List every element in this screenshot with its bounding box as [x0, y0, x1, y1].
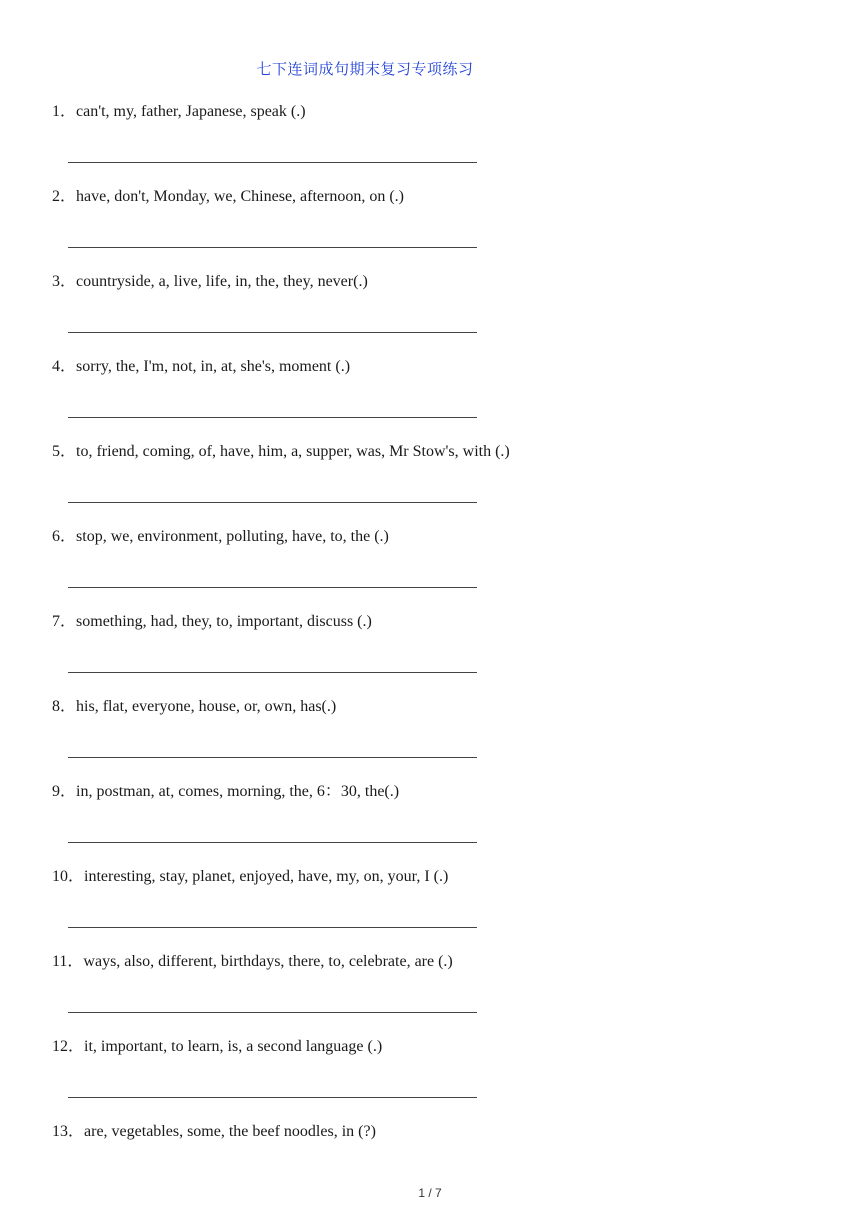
- question-number: 1．: [52, 103, 77, 120]
- question-number: 8．: [52, 698, 77, 715]
- answer-line: [68, 247, 477, 248]
- question-number: 7．: [52, 613, 77, 630]
- question-number: 9．: [52, 783, 77, 800]
- question-item: [52, 694, 812, 779]
- question-words: interesting, stay, planet, enjoyed, have, my, on, your, I (.): [84, 868, 449, 885]
- question-item: [52, 609, 812, 694]
- question-number: 2．: [52, 188, 77, 205]
- page-title: 七下连词成句期末复习专项练习: [256, 60, 474, 78]
- question-item: [52, 269, 812, 354]
- answer-line: [68, 672, 477, 673]
- answer-line: [68, 1097, 477, 1098]
- question-words: to, friend, coming, of, have, him, a, supper, was, Mr Stow's, with (.): [76, 443, 510, 460]
- answer-line: [68, 842, 477, 843]
- question-words: stop, we, environment, polluting, have, to, the (.): [76, 528, 389, 545]
- question-words: have, don't, Monday, we, Chinese, afternoon, on (.): [76, 188, 404, 205]
- question-item: [52, 354, 812, 439]
- question-words: ways, also, different, birthdays, there, to, celebrate, are (.): [83, 953, 453, 970]
- answer-line: [68, 417, 477, 418]
- answer-line: [68, 757, 477, 758]
- question-item: [52, 864, 812, 949]
- question-number: 3．: [52, 273, 77, 290]
- answer-line: [68, 587, 477, 588]
- question-item: [52, 99, 812, 184]
- question-words: can't, my, father, Japanese, speak (.): [76, 103, 306, 120]
- question-list: [52, 99, 812, 1204]
- question-item: [52, 949, 812, 1034]
- question-words: something, had, they, to, important, discuss (.): [76, 613, 372, 630]
- question-item: [52, 184, 812, 269]
- answer-line: [68, 332, 477, 333]
- question-number: 4．: [52, 358, 77, 375]
- answer-line: [68, 927, 477, 928]
- question-number: 13．: [52, 1123, 85, 1140]
- question-item: [52, 439, 812, 524]
- question-number: 12．: [52, 1038, 85, 1055]
- question-words: his, flat, everyone, house, or, own, has(.): [76, 698, 337, 715]
- answer-line: [68, 502, 477, 503]
- question-words: are, vegetables, some, the beef noodles, in (?): [84, 1123, 376, 1140]
- question-words: sorry, the, I'm, not, in, at, she's, moment (.): [76, 358, 351, 375]
- question-item: [52, 779, 812, 864]
- question-words: in, postman, at, comes, morning, the, 6：30, the(.): [76, 783, 400, 800]
- question-words: countryside, a, live, life, in, the, they, never(.): [76, 273, 368, 290]
- question-item: [52, 1034, 812, 1119]
- question-number: 10．: [52, 868, 85, 885]
- page-number: 1 / 7: [418, 1186, 442, 1200]
- answer-line: [68, 162, 477, 163]
- question-number: 11．: [52, 953, 84, 970]
- question-words: it, important, to learn, is, a second language (.): [84, 1038, 383, 1055]
- question-number: 5．: [52, 443, 77, 460]
- question-item: [52, 524, 812, 609]
- question-number: 6．: [52, 528, 77, 545]
- answer-line: [68, 1012, 477, 1013]
